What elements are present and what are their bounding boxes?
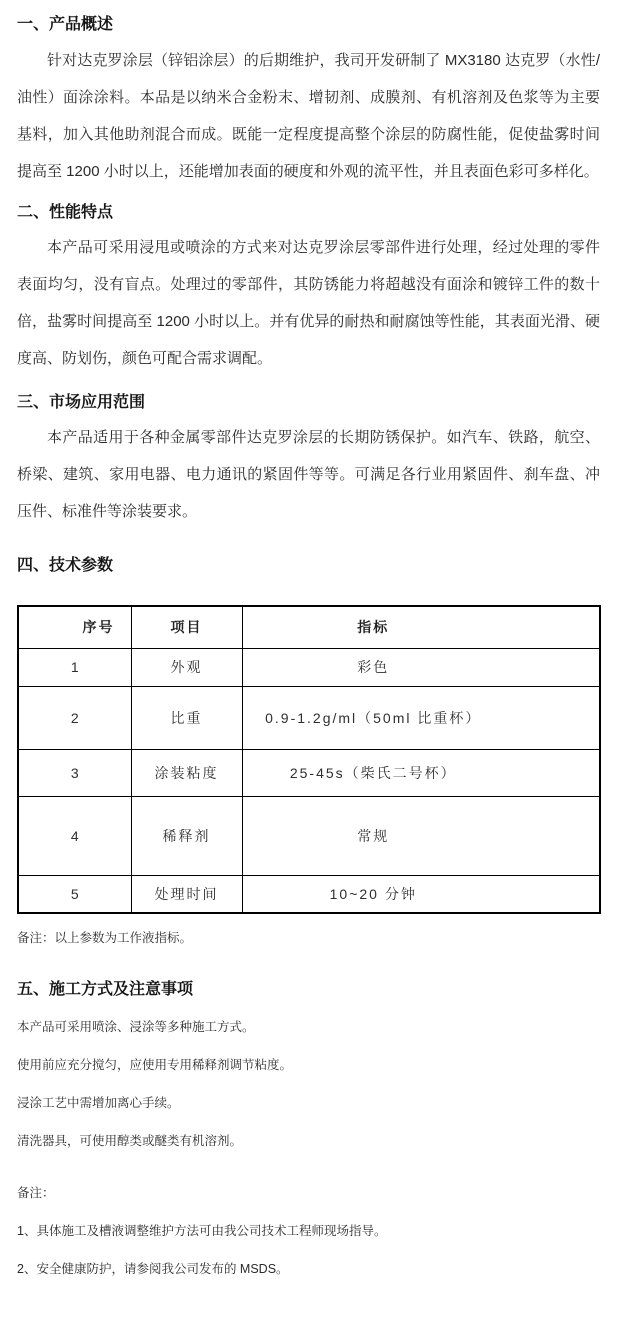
section-5-heading: 五、施工方式及注意事项	[17, 981, 194, 998]
section-4-heading: 四、技术参数	[17, 557, 114, 574]
table-header-row	[18, 606, 600, 648]
section-3-heading: 三、市场应用范围	[17, 394, 146, 411]
cell-spec: 10~20 分钟	[242, 875, 600, 913]
section-2-heading: 二、性能特点	[17, 204, 114, 221]
construction-note-line: 使用前应充分搅匀，应使用专用稀释剂调节粘度。	[17, 1058, 293, 1072]
table-row	[18, 796, 600, 875]
cell-item: 比重	[131, 686, 242, 749]
construction-note-line: 清洗器具，可使用醇类或醚类有机溶剂。	[17, 1134, 243, 1148]
table-note: 备注：以上参数为工作液指标。	[17, 931, 193, 945]
cell-item: 外观	[131, 648, 242, 686]
table-header-serial: 序号	[18, 606, 131, 648]
table-header-spec: 指标	[242, 606, 600, 648]
section-1-paragraph: 针对达克罗涂层（锌铝涂层）的后期维护，我司开发研制了 MX3180 达克罗（水性/油性）面涂涂料。本品是以纳米合金粉末、增韧剂、成膜剂、有机溶剂及色浆等为主要基料，加入其他助剂混合而成。既能一定程度提高整个涂层的防腐性能，促使盐雾时间提高至 1200 小时以上，还能增加表面的硬度和外观的流平性，并且表面色彩可多样化。	[17, 52, 600, 180]
table-header-item: 项目	[131, 606, 242, 648]
cell-serial: 1	[18, 648, 131, 686]
remark-item: 2、安全健康防护，请参阅我公司发布的 MSDS。	[17, 1262, 289, 1276]
construction-note-line: 浸涂工艺中需增加离心手续。	[17, 1096, 180, 1110]
cell-serial: 3	[18, 749, 131, 796]
cell-spec: 0.9-1.2g/ml（50ml 比重杯）	[242, 686, 600, 749]
cell-spec: 25-45s（柴氏二号杯）	[242, 749, 600, 796]
cell-serial: 5	[18, 875, 131, 913]
construction-note-line: 本产品可采用喷涂、浸涂等多种施工方式。	[17, 1020, 255, 1034]
cell-serial: 2	[18, 686, 131, 749]
cell-spec: 彩色	[242, 648, 600, 686]
cell-serial: 4	[18, 796, 131, 875]
table-row	[18, 686, 600, 749]
remark-item: 1、具体施工及槽液调整维护方法可由我公司技术工程师现场指导。	[17, 1224, 387, 1238]
table-row	[18, 749, 600, 796]
cell-spec: 常规	[242, 796, 600, 875]
cell-item: 涂装粘度	[131, 749, 242, 796]
section-2-paragraph: 本产品可采用浸甩或喷涂的方式来对达克罗涂层零部件进行处理，经过处理的零件表面均匀，没有盲点。处理过的零部件，其防锈能力将超越没有面涂和镀锌工件的数十倍，盐雾时间提高至 1200 小时以上。并有优异的耐热和耐腐蚀等性能，其表面光滑、硬度高、防划伤，颜色可配合需求调配。	[17, 239, 600, 367]
cell-item: 稀释剂	[131, 796, 242, 875]
table-row	[18, 875, 600, 913]
tech-params-table	[17, 605, 601, 914]
remarks-label: 备注：	[17, 1186, 55, 1200]
table-row	[18, 648, 600, 686]
section-3-paragraph: 本产品适用于各种金属零部件达克罗涂层的长期防锈保护。如汽车、铁路，航空、桥梁、建筑、家用电器、电力通讯的紧固件等等。可满足各行业用紧固件、刹车盘、冲压件、标准件等涂装要求。	[17, 429, 600, 520]
section-1-heading: 一、产品概述	[17, 16, 114, 33]
cell-item: 处理时间	[131, 875, 242, 913]
